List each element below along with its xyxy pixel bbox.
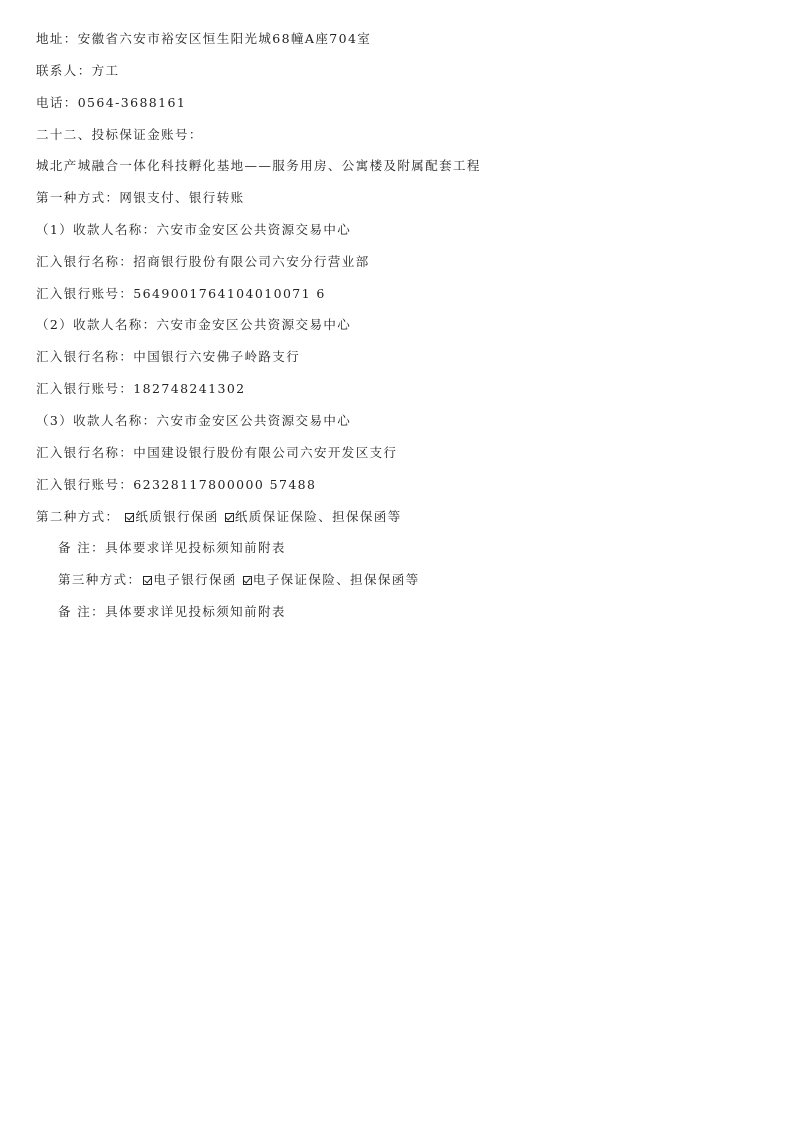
third-method-option-2: 电子保证保险、担保保函等 bbox=[252, 572, 420, 587]
address-line: 地址：安徽省六安市裕安区恒生阳光城68幢A座704室 bbox=[36, 31, 372, 46]
payee-1-line: （1）收款人名称：六安市金安区公共资源交易中心 bbox=[36, 222, 352, 237]
payee-3-line: （3）收款人名称：六安市金安区公共资源交易中心 bbox=[36, 413, 352, 428]
third-method-option-1: 电子银行保函 bbox=[153, 572, 237, 587]
second-method-note: 备 注：具体要求详见投标须知前附表 bbox=[58, 540, 286, 555]
bank-account-1-line: 汇入银行账号：5649001764104010071 6 bbox=[36, 286, 326, 301]
bank-name-1-line: 汇入银行名称：招商银行股份有限公司六安分行营业部 bbox=[36, 254, 370, 269]
bank-name-3-line: 汇入银行名称：中国建设银行股份有限公司六安开发区支行 bbox=[36, 445, 398, 460]
third-method-line bbox=[58, 572, 420, 588]
second-method-line bbox=[36, 509, 402, 525]
checkbox-checked-icon bbox=[225, 513, 234, 522]
third-method-label: 第三种方式： bbox=[58, 572, 142, 587]
second-method-option-1: 纸质银行保函 bbox=[135, 509, 219, 524]
first-method-line: 第一种方式：网银支付、银行转账 bbox=[36, 190, 245, 205]
section-heading: 二十二、投标保证金账号： bbox=[36, 127, 203, 142]
bank-name-2-line: 汇入银行名称：中国银行六安佛子岭路支行 bbox=[36, 349, 301, 364]
checkbox-checked-icon bbox=[125, 513, 134, 522]
contact-person-line: 联系人：方工 bbox=[36, 63, 120, 78]
bank-account-3-line: 汇入银行账号：62328117800000 57488 bbox=[36, 477, 317, 492]
second-method-label: 第二种方式： bbox=[36, 509, 120, 524]
payee-2-line: （2）收款人名称：六安市金安区公共资源交易中心 bbox=[36, 317, 352, 332]
bank-account-2-line: 汇入银行账号：182748241302 bbox=[36, 381, 246, 396]
project-name-line: 城北产城融合一体化科技孵化基地——服务用房、公寓楼及附属配套工程 bbox=[36, 158, 481, 173]
third-method-note: 备 注：具体要求详见投标须知前附表 bbox=[58, 604, 286, 619]
second-method-option-2: 纸质保证保险、担保保函等 bbox=[234, 509, 402, 524]
checkbox-checked-icon bbox=[243, 576, 252, 585]
checkbox-checked-icon bbox=[143, 576, 152, 585]
phone-line: 电话：0564-3688161 bbox=[36, 95, 187, 110]
